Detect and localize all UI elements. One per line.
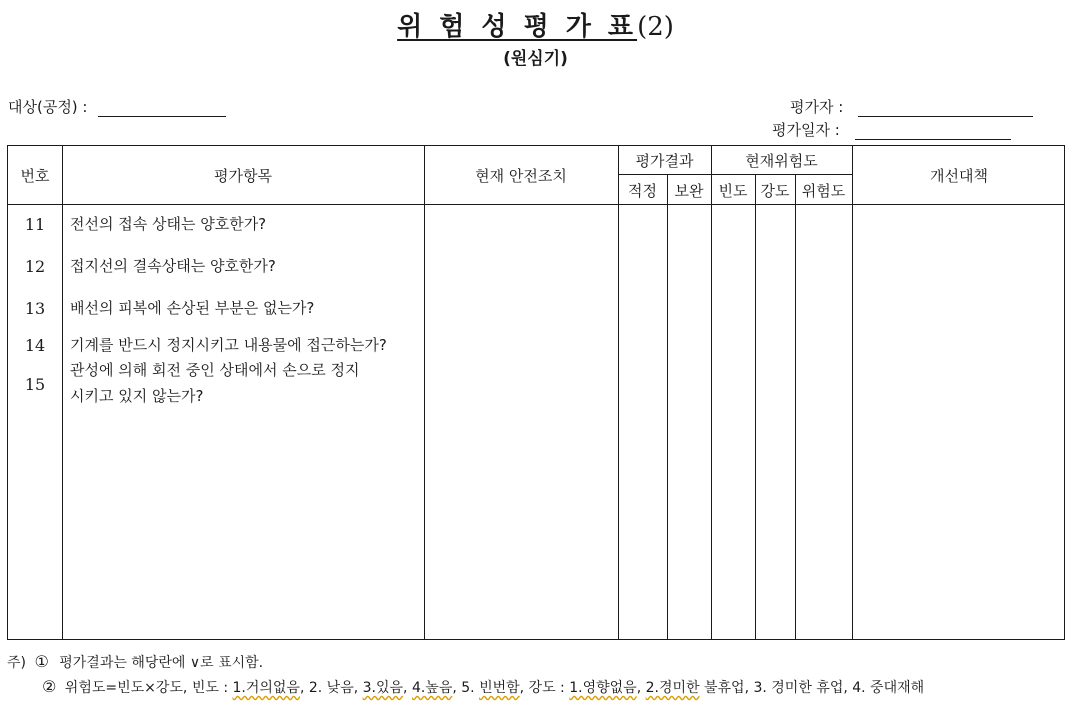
target-label: 대상(공정) : [8,98,88,116]
row-number: 11 [24,215,46,234]
col-divider-no [62,146,63,639]
row-number: 15 [24,375,46,394]
row-number: 12 [24,257,46,276]
header-result-group: 평가결과 [635,152,694,170]
note-2-text-g: , 5. [452,680,480,696]
note-1-text: 평가결과는 해당란에 ∨로 표시함. [59,655,264,671]
note-2 [42,677,924,697]
header-frequency: 빈도 [718,182,748,200]
col-divider-frequency [755,174,756,639]
target-field [8,96,226,117]
col-divider-risk [852,146,853,639]
row-item-continued: 시키고 있지 않는가? [70,387,204,405]
note-2-text-b: 1.거의없음 [232,680,300,696]
header-result-supplement: 보완 [674,182,704,200]
date-label: 평가일자 : [772,121,840,139]
note-2-text-f: 4.높음 [411,680,453,696]
header-severity: 강도 [760,182,790,200]
row-item: 배선의 피복에 손상된 부분은 없는가? [70,299,315,317]
date-field [772,119,1011,140]
col-divider-severity [795,174,796,639]
note-1-mark: ① [34,652,49,671]
title-main: 위 험 성 평 가 표 [397,12,638,42]
col-divider-ok [667,174,668,639]
row-item: 관성에 의해 회전 중인 상태에서 손으로 정지 [70,361,360,379]
note-prefix: 주) [7,655,26,671]
header-bottom-line [8,204,1064,205]
note-2-text-m: 불휴업, 3. 경미한 휴업, 4. 중대재해 [699,680,925,696]
row-item: 접지선의 결속상태는 양호한가? [70,257,276,275]
note-2-text-i: , 강도 : [519,680,570,696]
header-risk: 위험도 [801,182,846,200]
evaluator-blank[interactable] [858,100,1033,117]
header-improvement: 개선대책 [930,167,988,185]
col-divider-item [424,146,425,639]
col-divider-safety [618,146,619,639]
page-subtitle: (원심기) [503,49,568,69]
risk-assessment-table [7,145,1065,640]
row-number: 14 [24,336,46,355]
note-2-text-h: 빈번함 [479,680,520,696]
note-2-text-l: 2.경미한 [645,680,700,696]
row-item: 기계를 반드시 정지시키고 내용물에 접근하는가? [70,336,387,354]
title-number: (2) [637,12,674,42]
evaluator-field [790,96,1033,117]
header-current-safety: 현재 안전조치 [475,167,567,185]
note-2-text-c: , 2. 낮음, [299,680,363,696]
date-blank[interactable] [855,123,1011,140]
header-no: 번호 [20,167,50,185]
note-2-text-j: 1.영향없음 [569,680,637,696]
row-item: 전선의 접속 상태는 양호한가? [70,215,267,233]
col-divider-result [711,146,712,639]
note-2-text-a: 위험도=빈도×강도, 빈도 : [64,680,233,696]
header-sub-divider [618,174,852,175]
header-item: 평가항목 [214,167,272,185]
header-risk-group: 현재위험도 [745,152,818,170]
note-2-mark: ② [42,677,57,696]
header-result-ok: 적정 [628,182,657,200]
note-1 [7,652,263,672]
row-number: 13 [24,299,46,318]
page-title [0,6,1071,43]
evaluator-label: 평가자 : [790,98,844,116]
note-2-text-d: 3.있음 [362,680,404,696]
note-2-text-e: , [403,680,412,696]
note-2-text-k: , [636,680,646,696]
target-blank[interactable] [98,100,226,117]
